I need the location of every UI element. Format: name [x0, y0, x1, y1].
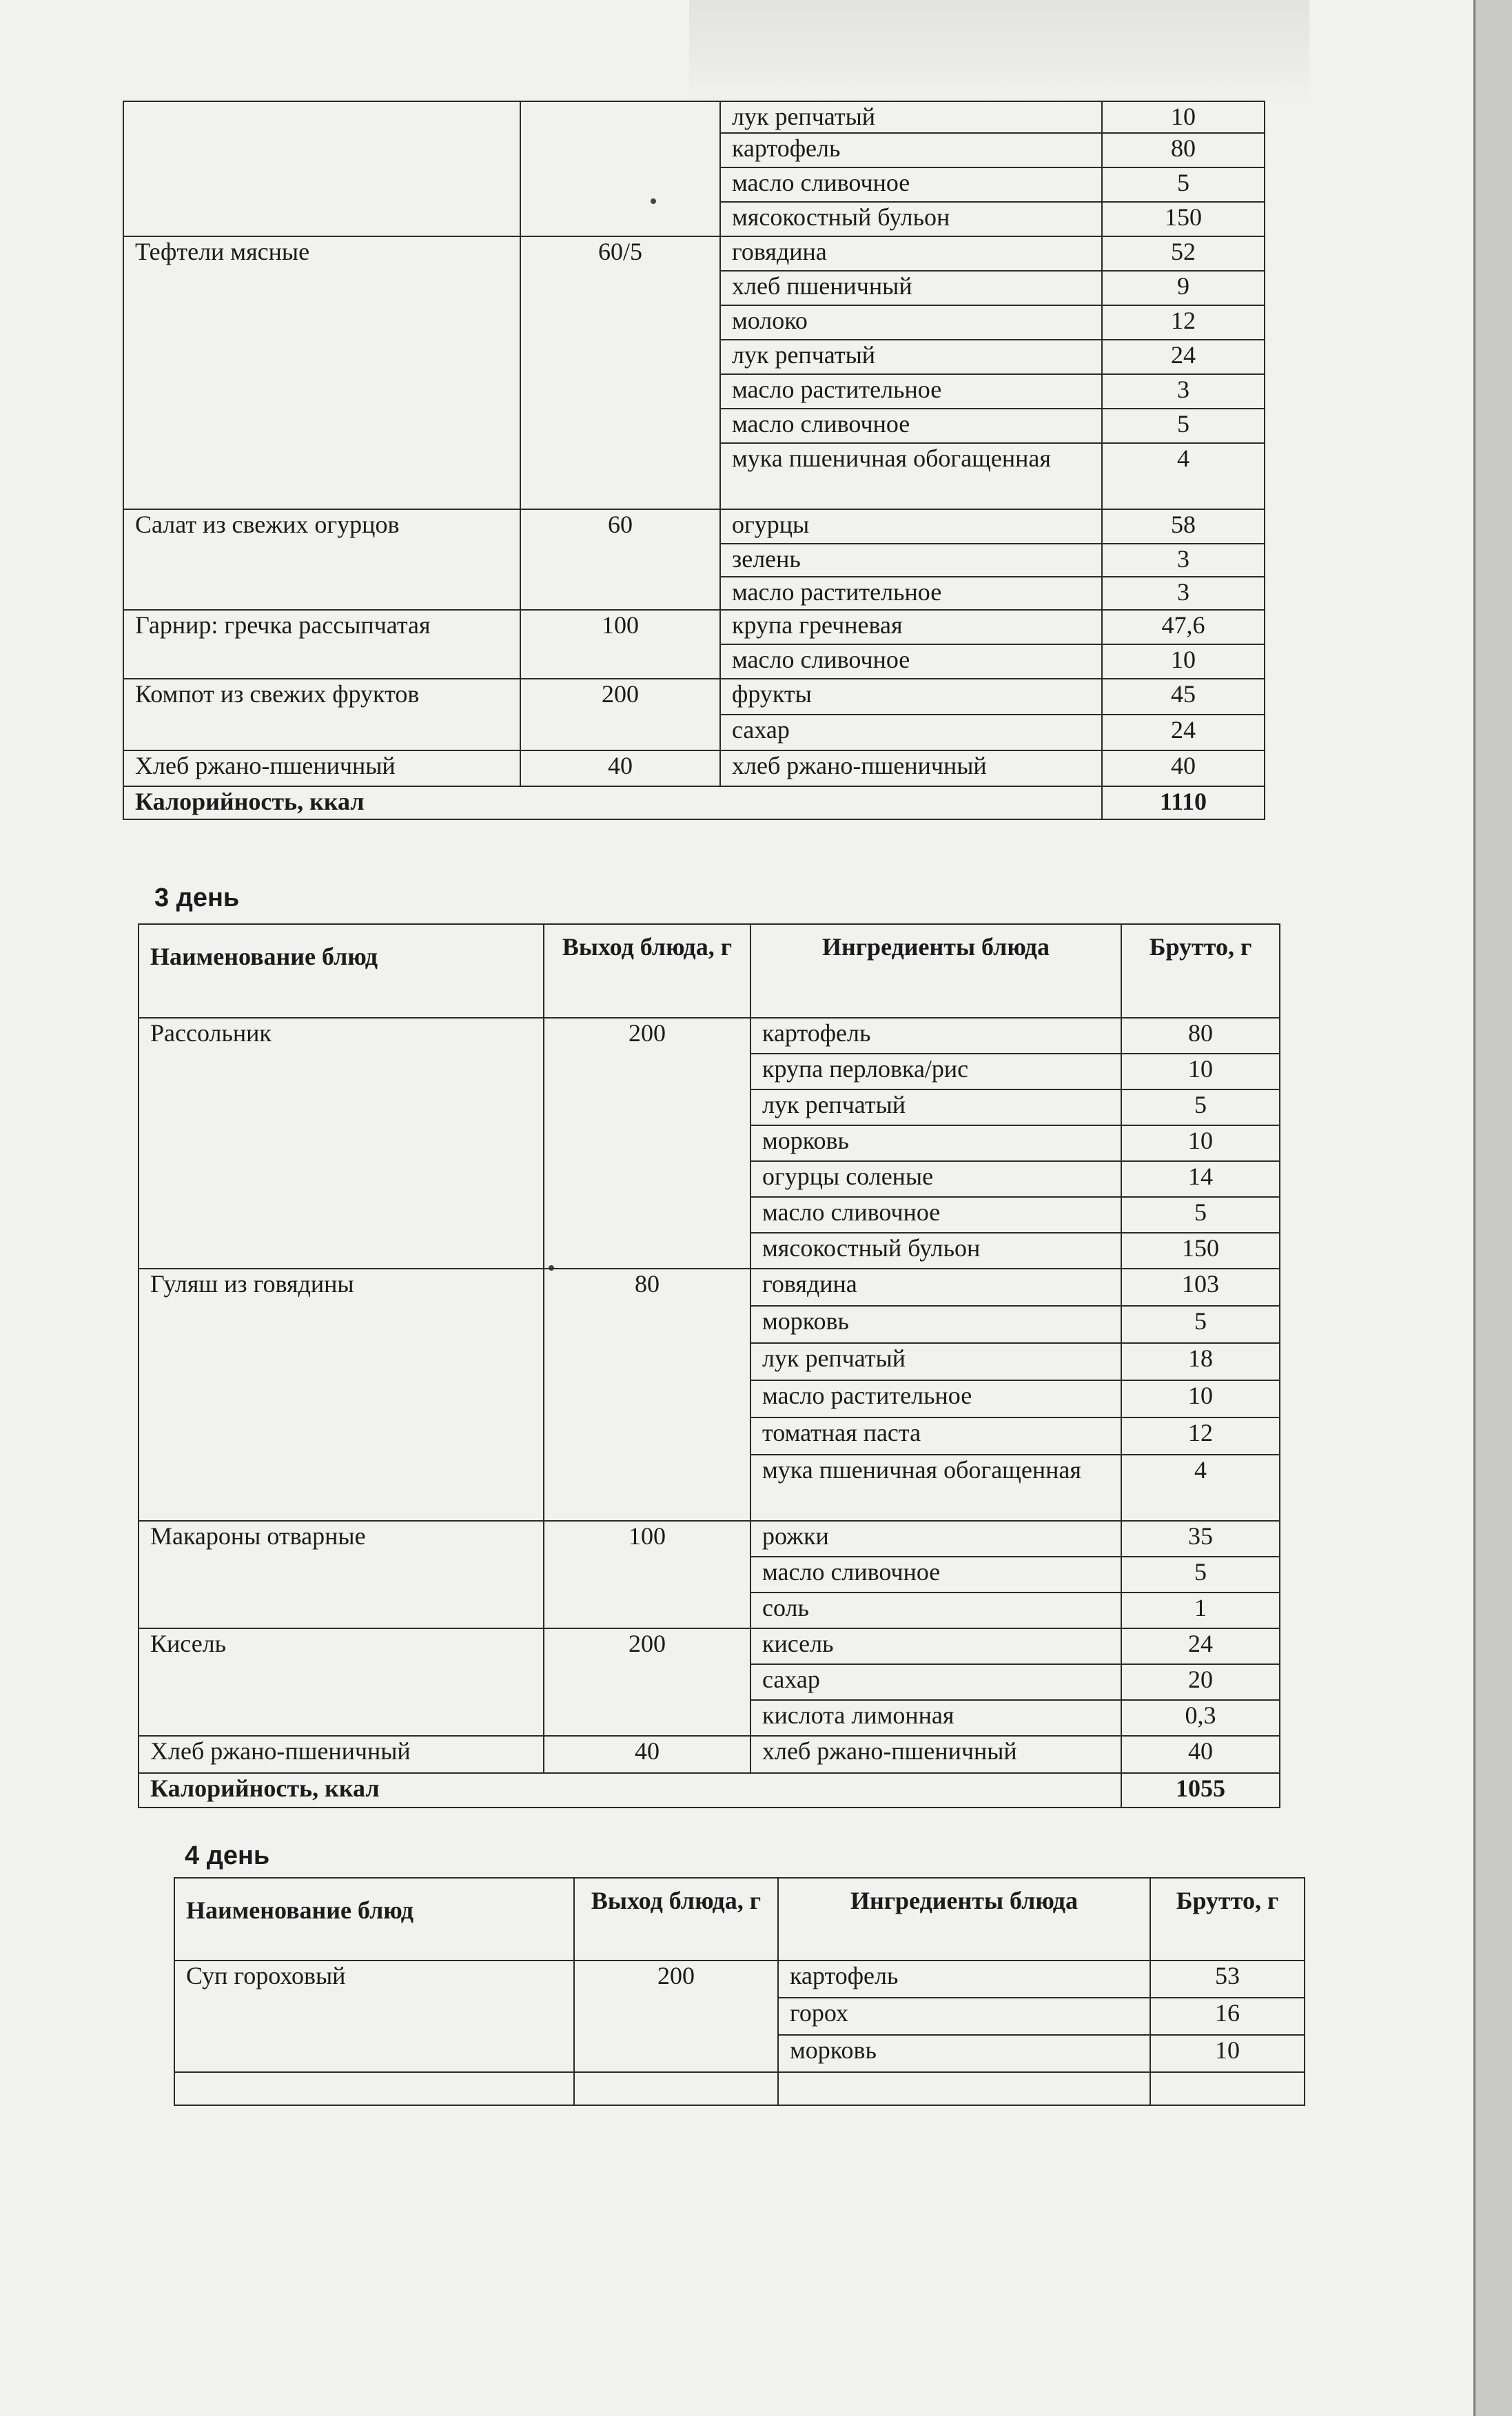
- dish-name-cell: [123, 101, 520, 236]
- table-header-row: [139, 924, 1280, 1018]
- ingredient-cell: картофель: [720, 133, 1102, 167]
- dish-name-cell: [174, 2072, 574, 2105]
- ingredient-cell: зелень: [720, 544, 1102, 577]
- table-row: [139, 1736, 1280, 1773]
- dish-yield-cell: 200: [544, 1018, 750, 1269]
- header-gross: Брутто, г: [1121, 924, 1280, 1018]
- ingredient-cell: масло сливочное: [750, 1197, 1121, 1233]
- ingredient-cell: хлеб ржано-пшеничный: [720, 750, 1102, 786]
- gross-cell: 58: [1102, 509, 1265, 544]
- ingredient-cell: мясокостный бульон: [750, 1233, 1121, 1269]
- header-dish-name: Наименование блюд: [139, 924, 544, 1018]
- gross-cell: 10: [1102, 101, 1265, 133]
- gross-cell: 5: [1121, 1306, 1280, 1343]
- ingredient-cell: морковь: [750, 1306, 1121, 1343]
- table-row: [174, 2072, 1305, 2105]
- dish-name-cell: Кисель: [139, 1628, 544, 1736]
- gross-cell: 12: [1102, 305, 1265, 340]
- gross-cell: 35: [1121, 1521, 1280, 1557]
- ingredient-cell: [778, 2072, 1150, 2105]
- gross-cell: 10: [1102, 644, 1265, 679]
- day4-menu-table: [174, 1877, 1305, 2106]
- calorie-label: Калорийность, ккал: [123, 786, 1102, 819]
- day4-title: 4 день: [185, 1841, 270, 1870]
- header-yield: Выход блюда, г: [544, 924, 750, 1018]
- day3-title: 3 день: [154, 883, 240, 912]
- table-row: [123, 236, 1265, 271]
- dish-yield-cell: 200: [520, 679, 720, 750]
- ingredient-cell: огурцы: [720, 509, 1102, 544]
- ingredient-cell: томатная паста: [750, 1417, 1121, 1455]
- table-row: [174, 1961, 1305, 1998]
- ingredient-cell: сахар: [720, 715, 1102, 750]
- gross-cell: 0,3: [1121, 1700, 1280, 1736]
- page-edge-shadow: [1473, 0, 1512, 2416]
- ingredient-cell: рожки: [750, 1521, 1121, 1557]
- table-header-row: [174, 1878, 1305, 1961]
- gross-cell: 150: [1102, 202, 1265, 236]
- table-row: [139, 1628, 1280, 1664]
- gross-cell: 12: [1121, 1417, 1280, 1455]
- dish-name-cell: Гарнир: гречка рассыпчатая: [123, 610, 520, 679]
- gross-cell: 3: [1102, 577, 1265, 610]
- gross-cell: 1: [1121, 1593, 1280, 1628]
- gross-cell: 10: [1150, 2035, 1305, 2072]
- gross-cell: 18: [1121, 1343, 1280, 1380]
- ingredient-cell: масло сливочное: [750, 1557, 1121, 1593]
- day3-menu-table: [138, 923, 1280, 1808]
- ingredient-cell: кислота лимонная: [750, 1700, 1121, 1736]
- ingredient-cell: крупа гречневая: [720, 610, 1102, 644]
- gross-cell: 24: [1102, 715, 1265, 750]
- gross-cell: 40: [1102, 750, 1265, 786]
- ingredient-cell: масло сливочное: [720, 644, 1102, 679]
- ingredient-cell: масло сливочное: [720, 167, 1102, 202]
- calorie-row: [139, 1773, 1280, 1808]
- ingredient-cell: лук репчатый: [750, 1343, 1121, 1380]
- ingredient-cell: масло растительное: [750, 1380, 1121, 1417]
- ingredient-cell: картофель: [778, 1961, 1150, 1998]
- ingredient-cell: хлеб пшеничный: [720, 271, 1102, 305]
- table-row: [123, 679, 1265, 715]
- ingredient-cell: молоко: [720, 305, 1102, 340]
- dish-yield-cell: 100: [544, 1521, 750, 1628]
- calorie-value: 1055: [1121, 1773, 1280, 1808]
- table-row: [123, 750, 1265, 786]
- gross-cell: 4: [1121, 1455, 1280, 1521]
- gross-cell: 103: [1121, 1269, 1280, 1306]
- gross-cell: 5: [1121, 1089, 1280, 1125]
- gross-cell: 5: [1102, 167, 1265, 202]
- gross-cell: 52: [1102, 236, 1265, 271]
- scan-smudge: [689, 0, 1309, 103]
- gross-cell: 10: [1121, 1054, 1280, 1089]
- ingredient-cell: крупа перловка/рис: [750, 1054, 1121, 1089]
- ingredient-cell: морковь: [778, 2035, 1150, 2072]
- gross-cell: 3: [1102, 544, 1265, 577]
- ingredient-cell: картофель: [750, 1018, 1121, 1054]
- dish-name-cell: Тефтели мясные: [123, 236, 520, 509]
- gross-cell: 80: [1121, 1018, 1280, 1054]
- gross-cell: 3: [1102, 374, 1265, 409]
- ingredient-cell: масло сливочное: [720, 409, 1102, 443]
- ingredient-cell: фрукты: [720, 679, 1102, 715]
- table-row: [139, 1521, 1280, 1557]
- ingredient-cell: кисель: [750, 1628, 1121, 1664]
- gross-cell: 5: [1121, 1197, 1280, 1233]
- dish-name-cell: Рассольник: [139, 1018, 544, 1269]
- dish-yield-cell: 60/5: [520, 236, 720, 509]
- gross-cell: 16: [1150, 1998, 1305, 2035]
- dish-yield-cell: 40: [544, 1736, 750, 1773]
- ingredient-cell: горох: [778, 1998, 1150, 2035]
- dish-name-cell: Гуляш из говядины: [139, 1269, 544, 1521]
- gross-cell: 14: [1121, 1161, 1280, 1197]
- table-row: [123, 509, 1265, 544]
- dish-yield-cell: [520, 101, 720, 236]
- header-yield: Выход блюда, г: [574, 1878, 778, 1961]
- gross-cell: 40: [1121, 1736, 1280, 1773]
- dish-name-cell: Хлеб ржано-пшеничный: [123, 750, 520, 786]
- table-row: [139, 1269, 1280, 1306]
- ingredient-cell: морковь: [750, 1125, 1121, 1161]
- day2-menu-table: [123, 101, 1265, 820]
- table-row: [123, 101, 1265, 133]
- header-gross: Брутто, г: [1150, 1878, 1305, 1961]
- ingredient-cell: мука пшеничная обогащенная: [750, 1455, 1121, 1521]
- gross-cell: 80: [1102, 133, 1265, 167]
- gross-cell: 20: [1121, 1664, 1280, 1700]
- ingredient-cell: мясокостный бульон: [720, 202, 1102, 236]
- gross-cell: 47,6: [1102, 610, 1265, 644]
- gross-cell: 5: [1102, 409, 1265, 443]
- ingredient-cell: лук репчатый: [750, 1089, 1121, 1125]
- ingredient-cell: говядина: [750, 1269, 1121, 1306]
- dish-yield-cell: 200: [544, 1628, 750, 1736]
- header-dish-name: Наименование блюд: [174, 1878, 574, 1961]
- ingredient-cell: лук репчатый: [720, 340, 1102, 374]
- dish-yield-cell: 100: [520, 610, 720, 679]
- ingredient-cell: масло растительное: [720, 577, 1102, 610]
- gross-cell: 150: [1121, 1233, 1280, 1269]
- gross-cell: [1150, 2072, 1305, 2105]
- dish-name-cell: Салат из свежих огурцов: [123, 509, 520, 610]
- ingredient-cell: масло растительное: [720, 374, 1102, 409]
- gross-cell: 4: [1102, 443, 1265, 509]
- gross-cell: 24: [1102, 340, 1265, 374]
- dish-yield-cell: 200: [574, 1961, 778, 2072]
- gross-cell: 53: [1150, 1961, 1305, 1998]
- dish-yield-cell: 80: [544, 1269, 750, 1521]
- dish-name-cell: Компот из свежих фруктов: [123, 679, 520, 750]
- gross-cell: 9: [1102, 271, 1265, 305]
- gross-cell: 10: [1121, 1125, 1280, 1161]
- calorie-row: [123, 786, 1265, 819]
- dish-yield-cell: 60: [520, 509, 720, 610]
- ingredient-cell: огурцы соленые: [750, 1161, 1121, 1197]
- gross-cell: 45: [1102, 679, 1265, 715]
- header-ingredients: Ингредиенты блюда: [750, 924, 1121, 1018]
- ingredient-cell: мука пшеничная обогащенная: [720, 443, 1102, 509]
- ingredient-cell: говядина: [720, 236, 1102, 271]
- ingredient-cell: сахар: [750, 1664, 1121, 1700]
- ingredient-cell: соль: [750, 1593, 1121, 1628]
- table-row: [139, 1018, 1280, 1054]
- gross-cell: 24: [1121, 1628, 1280, 1664]
- dish-yield-cell: [574, 2072, 778, 2105]
- dish-name-cell: Макароны отварные: [139, 1521, 544, 1628]
- calorie-label: Калорийность, ккал: [139, 1773, 1121, 1808]
- table-row: [123, 610, 1265, 644]
- dish-name-cell: Суп гороховый: [174, 1961, 574, 2072]
- gross-cell: 5: [1121, 1557, 1280, 1593]
- dish-name-cell: Хлеб ржано-пшеничный: [139, 1736, 544, 1773]
- header-ingredients: Ингредиенты блюда: [778, 1878, 1150, 1961]
- gross-cell: 10: [1121, 1380, 1280, 1417]
- ingredient-cell: лук репчатый: [720, 101, 1102, 133]
- ingredient-cell: хлеб ржано-пшеничный: [750, 1736, 1121, 1773]
- dish-yield-cell: 40: [520, 750, 720, 786]
- calorie-value: 1110: [1102, 786, 1265, 819]
